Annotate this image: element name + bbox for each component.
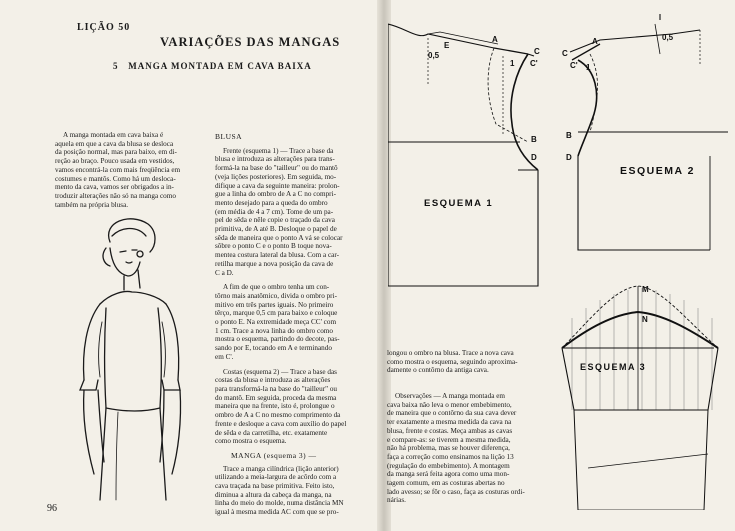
text-line: 1 cm. Trace a nova linha do ombro como (215, 326, 333, 335)
intro-paragraph (55, 131, 203, 209)
text-line: não há problema, mas se houver diferença, (387, 444, 510, 453)
label-a: A (492, 35, 498, 44)
text-line: para transformá-la na base do "tailleur" ou (215, 384, 338, 393)
esquema-3-diagram (558, 278, 730, 510)
text-line: troduzir alterações não só na manga como (55, 191, 176, 200)
text-line: maneira que na frente, isto é, prolongue o (215, 402, 335, 411)
page-title: VARIAÇÕES DAS MANGAS (160, 35, 341, 49)
text-line: frente e desloque a cava com auxílio do papel (215, 419, 347, 428)
text-line: utilizando a meia-largura de acôrdo com a (215, 473, 337, 482)
text-line: sêda de maneira que o ponto A vá se colocar (215, 233, 343, 242)
label-b: B (531, 135, 537, 144)
text-line: como mostra o esquema, seguindo aproxima- (387, 357, 518, 366)
text-line: ter exatamente a mesma medida da cava na (387, 418, 512, 427)
section-number: 5 (113, 61, 119, 71)
text-line: reção ao braço. Pouco usada em vestidos, (55, 157, 175, 166)
text-line: sando por E, tocando em A e terminando (215, 344, 332, 353)
text-line: Frente (esquema 1) — Trace a base da (223, 146, 334, 155)
text-line: (em média de 4 a 7 cm). Tome de um pa- (215, 207, 334, 216)
text-line: A fim de que o ombro tenha um con- (223, 283, 330, 292)
text-line: o ponto E. Na extremidade meça CC' com (215, 318, 337, 327)
label-c: C (534, 47, 540, 56)
section-title-text: MANGA MONTADA EM CAVA BAIXA (128, 61, 312, 71)
text-line: do mantô. Em seguida, proceda da mesma (215, 393, 337, 402)
text-line: da manga será feita agora como uma mon- (387, 470, 510, 479)
text-line: em C'. (215, 352, 234, 361)
text-line: faça a correção como ensinamos na lição 13 (387, 452, 514, 461)
text-line: da posição normal, mas para baixo, em di- (55, 148, 177, 157)
text-line: cava traçada na base primitiva. Feito isto, (215, 482, 335, 491)
text-line: Trace a manga cilíndrica (lição anterior) (223, 464, 339, 473)
text-line: e compare-as: se tiverem a mesma medida, (387, 435, 511, 444)
label-c: C (562, 49, 568, 58)
blusa-column (215, 133, 377, 517)
observacoes-text (387, 392, 552, 505)
text-line: vamos encontrá-la com mais freqüência em (55, 165, 181, 174)
label-c-prime: C' (570, 61, 578, 70)
esquema-1-diagram (388, 14, 563, 289)
text-line: longou o ombro na blusa. Trace a nova cava (387, 349, 514, 357)
label-0-5: 0,5 (428, 51, 440, 60)
text-line: pel de sêda e nêle copie o traçado da cava (215, 216, 335, 225)
lesson-number: LIÇÃO 50 (77, 22, 131, 33)
label-d: D (531, 153, 537, 162)
text-line: nárias. (387, 496, 406, 505)
text-line: linha do meio do molde, numa distância MN (215, 499, 344, 508)
esquema-3-title: ESQUEMA 3 (580, 362, 647, 372)
esquema-2-diagram (560, 14, 730, 254)
text-line: cava baixa não leva o menor embebimento, (387, 400, 512, 409)
text-line: costumes e mantôs. Como há um desloca- (55, 174, 176, 183)
text-line: tôrno mais anatômico, divida o ombro pri- (215, 291, 337, 300)
text-line: difique a cava da seguinte maneira: prolon- (215, 181, 340, 190)
continuation-text (387, 349, 552, 375)
esquema-2-title: ESQUEMA 2 (620, 165, 695, 177)
esquema-1-title: ESQUEMA 1 (424, 198, 494, 209)
text-line: (veja lições posteriores). Em seguida, mo- (215, 172, 337, 181)
text-line: costas da blusa e introduza as alterações (215, 376, 331, 385)
text-line: mento desejado para a queda do ombro (215, 198, 328, 207)
woman-illustration (40, 212, 220, 502)
text-line: A manga montada em cava baixa é (63, 131, 164, 139)
text-line: têrço, marque 0,5 cm para baixo e coloque (215, 309, 338, 318)
label-e: E (444, 41, 450, 50)
text-line: tagem comum, em as costuras abertas no (387, 479, 505, 488)
text-line: mentea costura lateral da blusa. Com a car- (215, 251, 339, 260)
text-line: gue a linha do ombro de A a C no compri- (215, 190, 336, 199)
text-line: ombro de A a C no mesmo comprimento da (215, 411, 341, 420)
text-line: de sêda e da carretilha, etc. exatamente (215, 428, 328, 437)
text-line: damente o contôrno da antiga cava. (387, 366, 489, 375)
text-line: mento da cava, vamos ser obrigados a in- (55, 183, 174, 192)
text-line: C a D. (215, 268, 234, 277)
text-line: Observações — A manga montada em (395, 392, 505, 400)
text-line: blusa, frente e costas. Meça ambas as cavas (387, 426, 513, 435)
label-n: N (642, 315, 648, 324)
text-line: (regulação do embebimento). A montagem (387, 461, 510, 470)
label-0-5: 0,5 (662, 33, 674, 42)
text-line: de maneira que o contôrno da sua cava dever (387, 409, 517, 418)
text-line: formá-la na base do "tailleur" ou do mantô (215, 164, 338, 173)
text-line: sôbre o ponto C e o ponto B toque nova- (215, 242, 332, 251)
text-line: lado avesso; se fôr o caso, faça as costuras ordi- (387, 487, 525, 496)
page-number: 96 (47, 503, 57, 514)
label-d: D (566, 153, 572, 162)
text-line: Costas (esquema 2) — Trace a base das (223, 367, 337, 376)
label-1: 1 (510, 59, 515, 68)
section-title (113, 61, 312, 71)
text-line: aquela em que a cava da blusa se desloca (55, 139, 174, 148)
text-line: como mostra o esquema. (215, 437, 287, 446)
label-a: A (592, 37, 598, 46)
label-b: B (566, 131, 572, 140)
label-c-prime: C' (530, 59, 538, 68)
text-line: igual à mesma medida AC com que se pro- (215, 508, 339, 517)
label-m: M (642, 285, 649, 294)
label-1: 1 (586, 63, 591, 72)
text-line: blusa e introduza as alterações para trans- (215, 155, 335, 164)
text-line: mostra o esquema, partindo do decote, pas- (215, 335, 340, 344)
text-line: diminua a altura da cabeça da manga, na (215, 490, 332, 499)
text-line: mitivo em três partes iguais. No primeiro (215, 300, 334, 309)
manga-heading: MANGA (esquema 3) — (231, 450, 317, 460)
text-line: primitiva, de A até B. Desloque o papel de (215, 225, 337, 234)
text-line: retilha marque a nova posição da cava de (215, 259, 334, 268)
blusa-heading: BLUSA (215, 132, 243, 141)
text-line: também na própria blusa. (55, 200, 129, 209)
